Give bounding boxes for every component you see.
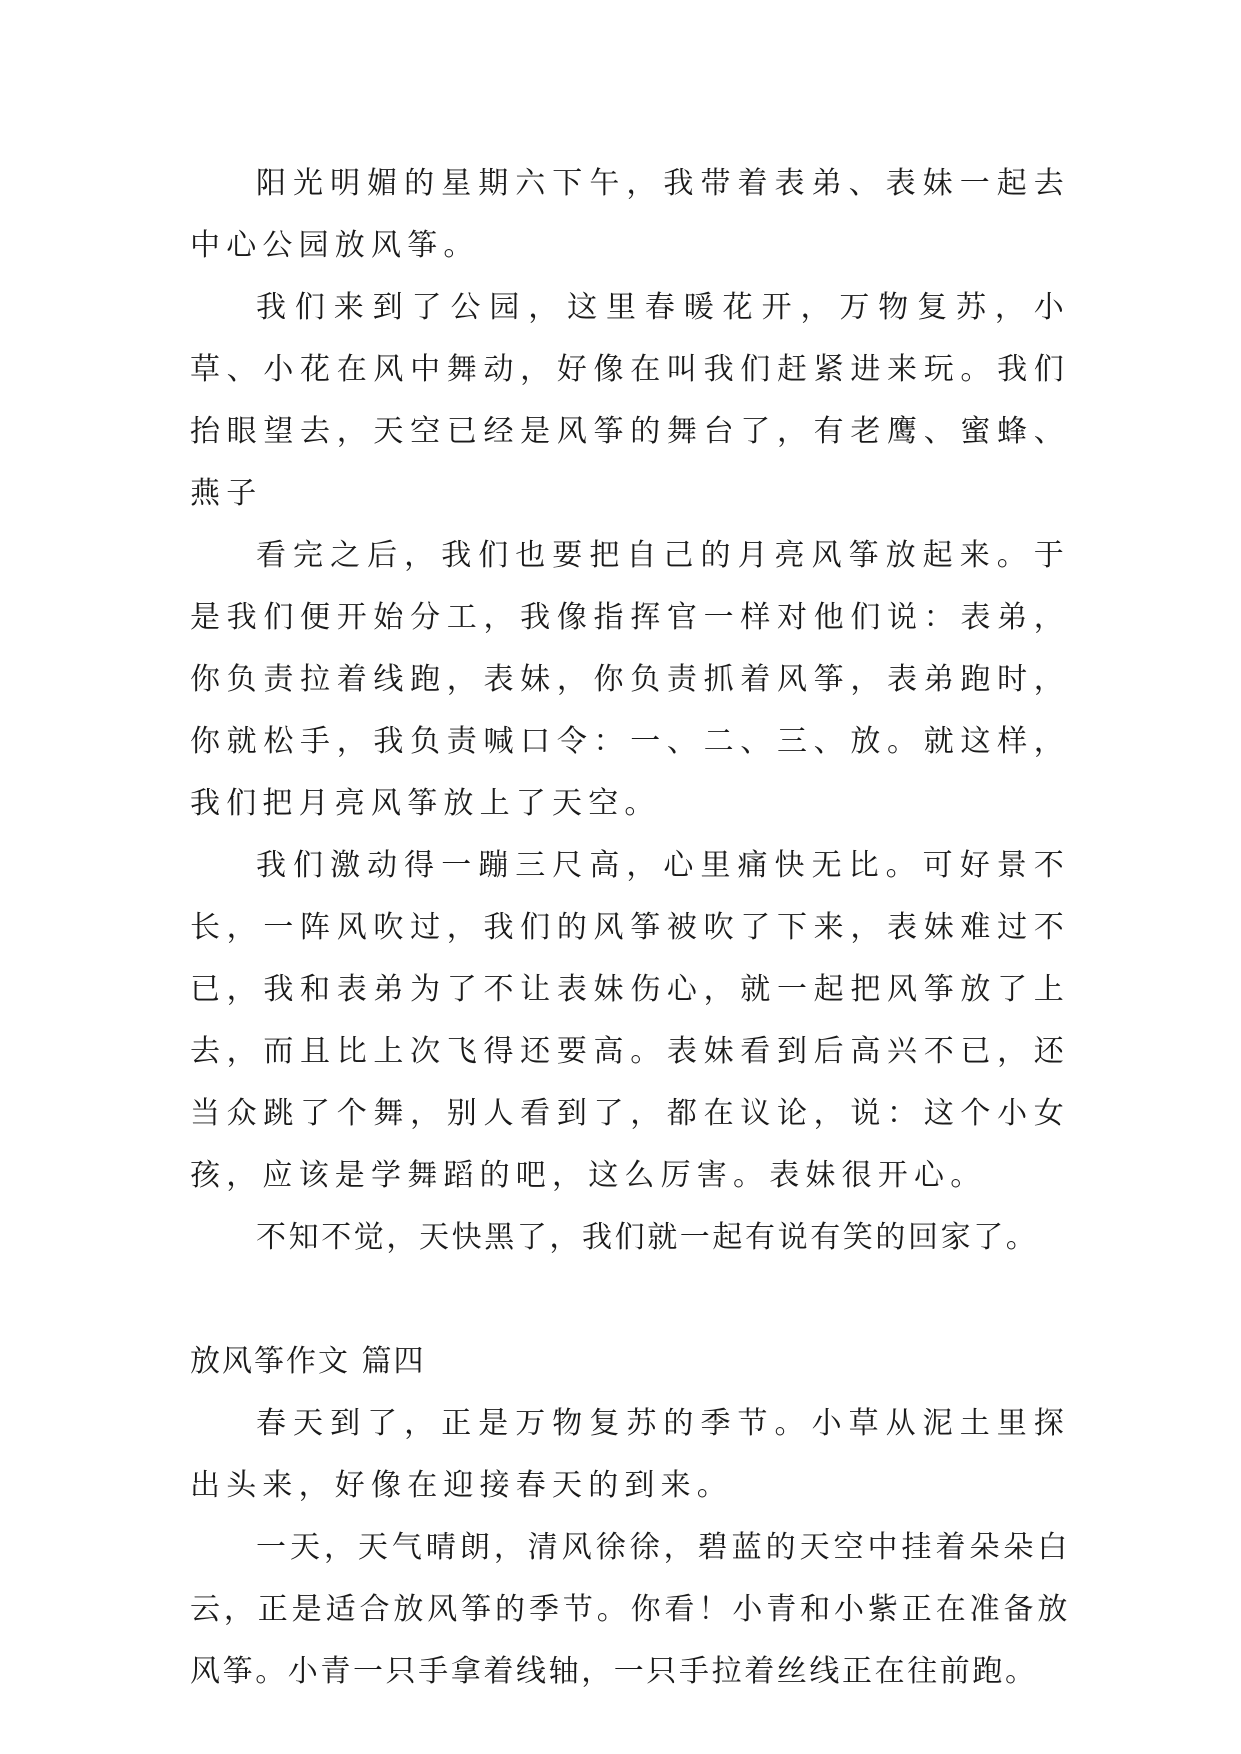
paragraph-spring-arrives: 春天到了，正是万物复苏的季节。小草从泥土里探出头来，好像在迎接春天的到来。: [190, 1406, 1070, 1503]
paragraph-arrive-park: 我们来到了公园，这里春暖花开，万物复苏，小草、小花在风中舞动，好像在叫我们赶紧进来玩。我们抬眼望去，天空已经是风筝的舞台了，有老鹰、蜜蜂、燕子: [190, 290, 1070, 511]
paragraph-kite-falls: 我们激动得一蹦三尺高，心里痛快无比。可好景不长，一阵风吹过，我们的风筝被吹了下来，表妹难过不已，我和表弟为了不让表妹伤心，就一起把风筝放了上去，而且比上次飞得还要高。表妹看到后高兴不已，还当众跳了个舞，别人看到了，都在议论，说：这个小女孩，应该是学舞蹈的吧，这么厉害。表妹很开心。: [190, 848, 1070, 1193]
paragraph-park-intro: 阳光明媚的星期六下午，我带着表弟、表妹一起去中心公园放风筝。: [190, 166, 1070, 263]
document-body: [190, 153, 1070, 1703]
paragraph-sunny-day: 一天，天气晴朗，清风徐徐，碧蓝的天空中挂着朵朵白云，正是适合放风筝的季节。你看！小青和小紫正在准备放风筝。小青一只手拿着线轴，一只手拉着丝线正在往前跑。: [190, 1530, 1070, 1689]
paragraph-divide-work: 看完之后，我们也要把自己的月亮风筝放起来。于是我们便开始分工，我像指挥官一样对他们说：表弟，你负责拉着线跑，表妹，你负责抓着风筝，表弟跑时，你就松手，我负责喊口令：一、二、三、放。就这样，我们把月亮风筝放上了天空。: [190, 538, 1070, 821]
paragraph-go-home: 不知不觉，天快黑了，我们就一起有说有笑的回家了。: [256, 1220, 1039, 1255]
section-heading: 放风筝作文 篇四: [190, 1344, 426, 1379]
